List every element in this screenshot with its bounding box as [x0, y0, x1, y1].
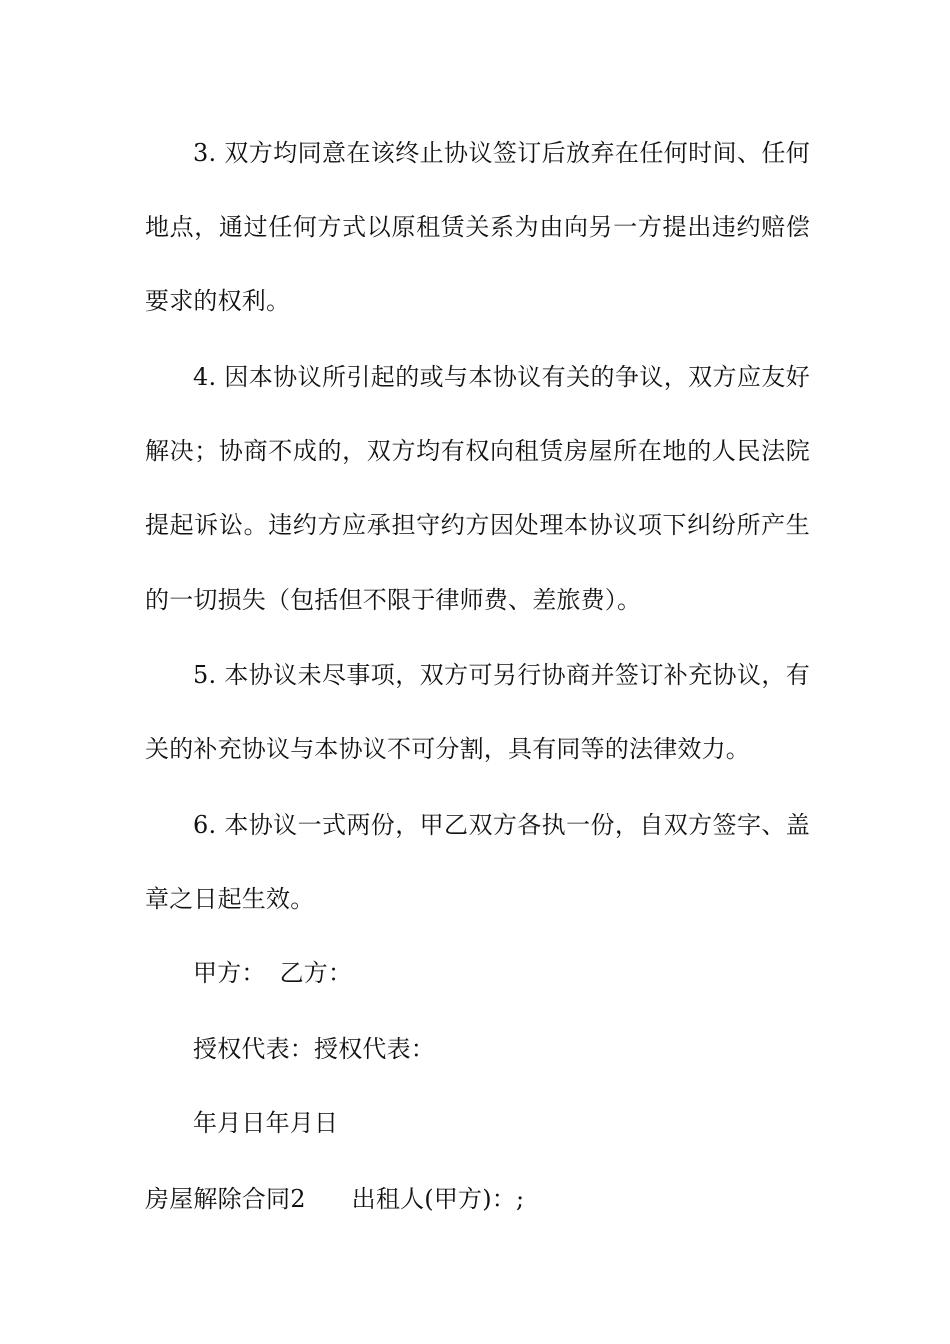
clause-6-line-2: 章之日起生效。: [145, 885, 315, 913]
clause-3-line-1: 3. 双方均同意在该终止协议签订后放弃在任何时间、任何: [193, 139, 810, 167]
party-a-label: 甲方：: [193, 959, 266, 987]
clause-4-line-1: 4. 因本协议所引起的或与本协议有关的争议，双方应友好: [193, 363, 810, 391]
rep-a-label: 授权代表：: [193, 1035, 314, 1063]
clause-4-line-2: 解决；协商不成的，双方均有权向租赁房屋所在地的人民法院: [145, 437, 810, 465]
party-b-label: 乙方：: [279, 959, 353, 987]
clause-5-line-1: 5. 本协议未尽事项，双方可另行协商并签订补充协议，有: [193, 661, 810, 689]
clause-4-line-3: 提起诉讼。违约方应承担守约方因处理本协议项下纠纷所产生: [145, 511, 810, 539]
clause-3-line-2: 地点，通过任何方式以原租赁关系为由向另一方提出违约赔偿: [145, 213, 810, 241]
signature-parties: [193, 958, 352, 988]
date-b-label: 年月日: [265, 1109, 339, 1137]
clause-5-line-2: 关的补充协议与本协议不可分割，具有同等的法律效力。: [145, 735, 750, 763]
signature-representatives: [193, 1034, 435, 1064]
next-contract-title: 房屋解除合同2: [145, 1185, 306, 1213]
date-a-label: 年月日: [193, 1109, 266, 1137]
clause-3-line-3: 要求的权利。: [145, 287, 291, 315]
next-contract-heading: [145, 1184, 524, 1214]
rep-b-label: 授权代表：: [314, 1035, 435, 1063]
signature-dates: [193, 1108, 338, 1138]
lessor-label: 出租人(甲方)：;: [351, 1185, 525, 1213]
clause-6-line-1: 6. 本协议一式两份，甲乙双方各执一份，自双方签字、盖: [193, 811, 810, 839]
clause-4-line-4: 的一切损失（包括但不限于律师费、差旅费）。: [145, 586, 642, 614]
